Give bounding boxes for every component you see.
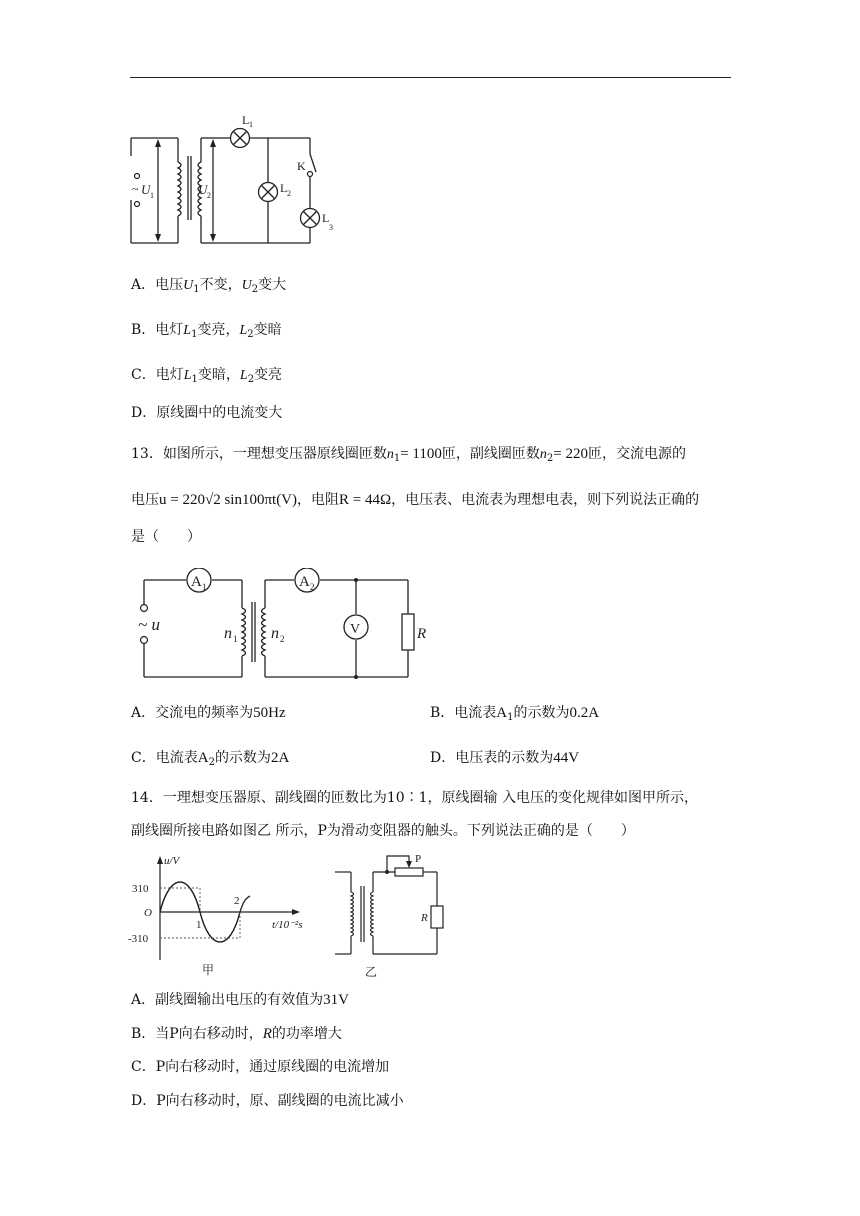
coil-n2-label: n — [271, 625, 279, 642]
ammeter-a2-sub: 2 — [310, 582, 315, 592]
u1-label: U — [141, 182, 151, 197]
q14-stem-line2: 副线圈所接电路如图乙 所示，P为滑动变阻器的触头。下列说法正确的是（ ） — [131, 823, 635, 839]
q14-option-a: A．副线圈输出电压的有效值为31V — [131, 992, 349, 1008]
q12-option-d: D．原线圈中的电流变大 — [131, 405, 283, 421]
u2-sub: 2 — [207, 191, 211, 200]
q12-option-c: C．电灯$L_1$变暗，$L_2$变亮 — [131, 367, 283, 385]
circuit-figure-q12 — [128, 112, 348, 244]
lamp-l2-sub: 2 — [287, 189, 291, 198]
circuit-figure-q13 — [136, 568, 436, 680]
q13-stem-line3: 是（ ） — [131, 529, 201, 545]
q14-option-c: C．P向右移动时，通过原线圈的电流增加 — [131, 1059, 390, 1075]
resistor-r-label: R — [417, 626, 427, 642]
circuit-figure-yi — [333, 848, 453, 980]
graph-ymin-label: -310 — [128, 933, 149, 945]
slider-p-label: P — [415, 853, 422, 865]
voltage-graph-jia — [126, 852, 316, 980]
ammeter-a1-label: A — [191, 574, 202, 590]
graph-caption: 甲 — [202, 963, 215, 977]
u2-label: U — [198, 182, 208, 197]
q13-option-a: A．交流电的频率为50Hz — [131, 705, 286, 721]
coil-n1-sub: 1 — [233, 634, 238, 644]
graph-xlabel: t/10⁻²s — [272, 919, 303, 931]
q12-option-b: B．电灯$L_1$变亮，$L_2$变暗 — [131, 322, 282, 340]
q13-stem-line1: 13．如图所示，一理想变压器原线圈匝数$n_1= 1100$匝，副线圈匝数$n_2= 220$匝，交流电源的 — [131, 446, 686, 464]
q13-option-c: C．电流表$A_2$的示数为2A — [131, 750, 290, 768]
graph-origin-label: O — [144, 907, 152, 919]
graph-ymax-label: 310 — [132, 883, 149, 895]
ac-source-symbol: ~ — [132, 182, 139, 196]
lamp-l1-label: L — [242, 113, 250, 127]
q14-option-b: B．当P向右移动时，R的功率增大 — [131, 1026, 342, 1042]
lamp-l2-label: L — [280, 181, 288, 195]
header-rule — [130, 77, 731, 78]
graph-tick2-label: 2 — [234, 895, 240, 907]
source-u-label: ~ u — [138, 615, 160, 634]
coil-n1-label: n — [224, 625, 232, 642]
lamp-l3-sub: 3 — [329, 223, 333, 232]
q13-stem-line2: 电压u = 220√2 sin100πt(V)，电阻R = 44Ω，电压表、电流表为理想电表，则下列说法正确的 — [131, 492, 700, 508]
voltmeter-label: V — [350, 622, 361, 637]
q13-option-b: B．电流表$A_1$的示数为0.2A — [430, 705, 600, 723]
u1-sub: 1 — [150, 191, 154, 200]
graph-ylabel: u/V — [164, 855, 180, 867]
circuit-yi-caption: 乙 — [365, 965, 378, 979]
coil-n2-sub: 2 — [280, 634, 285, 644]
q12-option-a: A．电压$U_1$不变，$U_2$变大 — [131, 277, 287, 295]
lamp-l1-sub: 1 — [249, 120, 253, 129]
q14-option-d: D．P向右移动时，原、副线圈的电流比减小 — [131, 1093, 404, 1109]
lamp-l3-label: L — [322, 211, 330, 225]
resistor-r-label-yi: R — [421, 912, 428, 924]
q14-stem-line1: 14．一理想变压器原、副线圈的匝数比为10∶1，原线圈输 入电压的变化规律如图甲所示， — [131, 790, 698, 806]
ammeter-a2-label: A — [299, 574, 310, 590]
graph-tick1-label: 1 — [196, 919, 202, 931]
q13-option-d: D．电压表的示数为44V — [430, 750, 580, 766]
switch-k-label: K — [297, 159, 306, 173]
ammeter-a1-sub: 1 — [202, 582, 207, 592]
